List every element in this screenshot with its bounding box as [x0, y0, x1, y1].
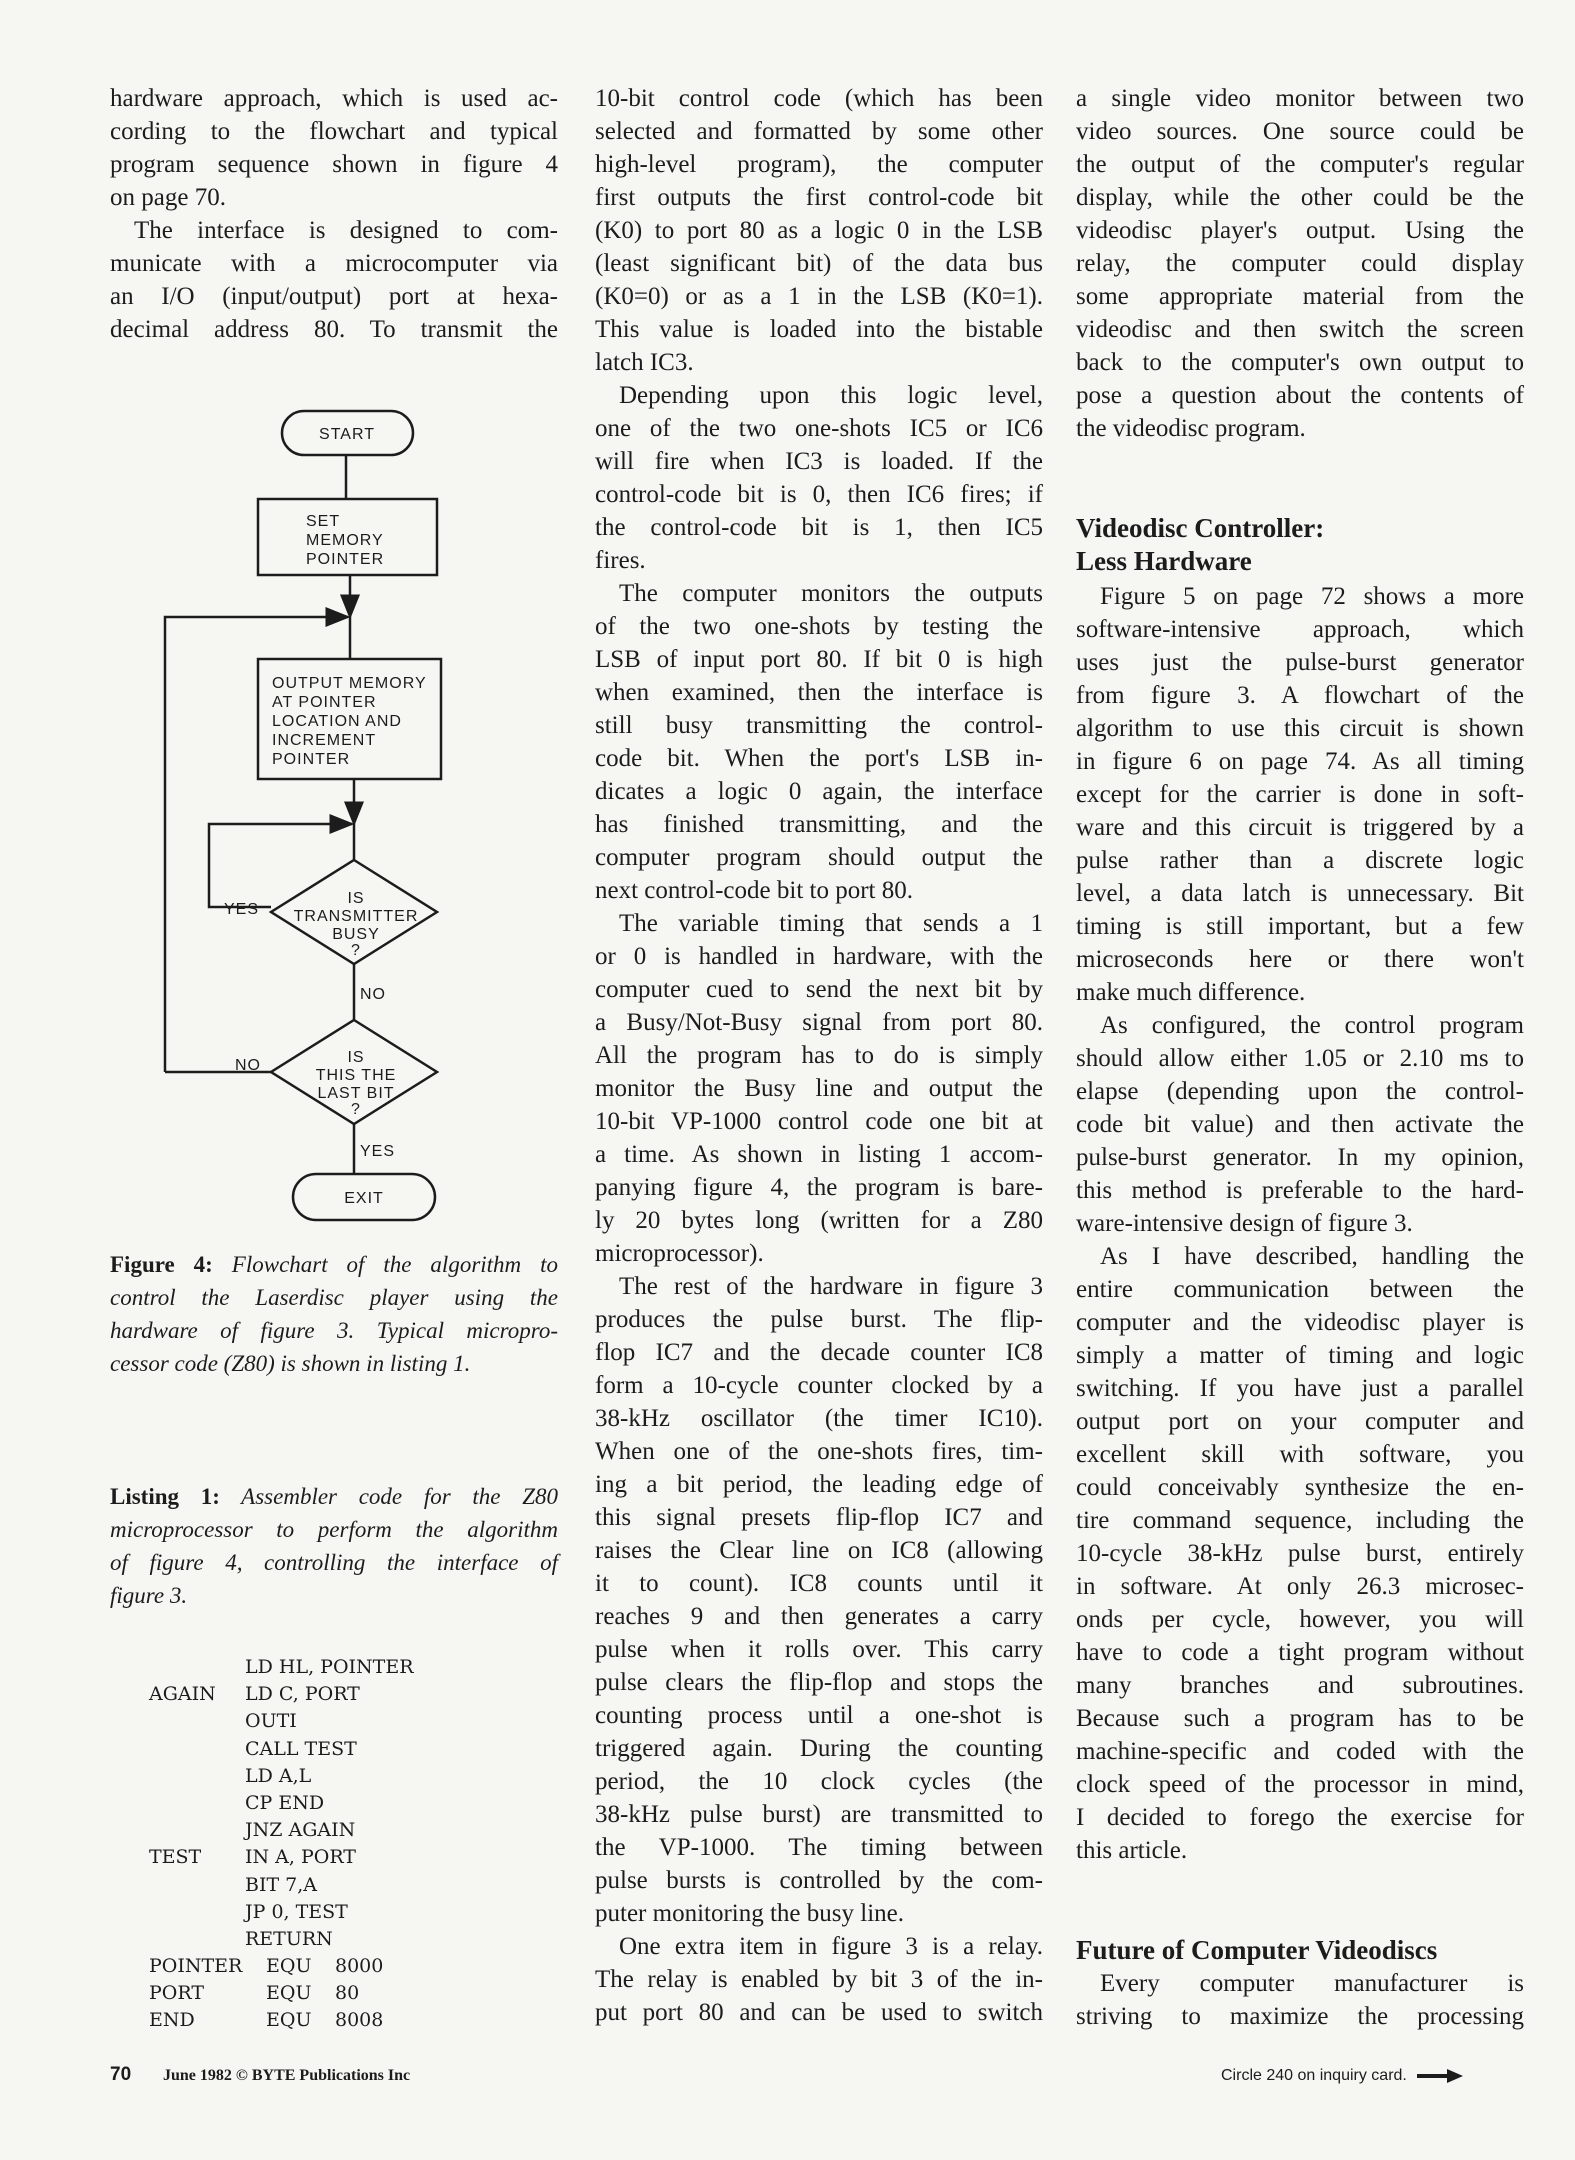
caption-line: hardware of figure 3. Typical micropro- — [110, 1318, 558, 1343]
code-equ: EQU — [266, 1982, 312, 2005]
text-line: has finished transmitting, and the — [595, 811, 1043, 838]
text-line: except for the carrier is done in soft- — [1076, 781, 1524, 808]
text-line: still busy transmitting the control- — [595, 712, 1043, 739]
code-op: JP 0, TEST — [245, 1900, 348, 1923]
column-2-text — [595, 82, 1043, 2029]
text-line: (least significant bit) of the data bus — [595, 250, 1043, 277]
text-line: the control-code bit is 1, then IC5 — [595, 514, 1043, 541]
text-line: pulse rather than a discrete logic — [1076, 847, 1524, 874]
column-3-future-text — [1076, 1967, 1524, 2033]
flow-text: SET — [306, 513, 341, 530]
text-line: microprocessor). — [595, 1240, 764, 1267]
arrow-right-icon — [1417, 2069, 1463, 2083]
flow-text: MEMORY — [306, 532, 384, 549]
page-number: 70 — [110, 2064, 132, 2085]
code-op: BIT 7,A — [245, 1873, 318, 1896]
text-line: fires. — [595, 547, 646, 574]
text-line: on page 70. — [110, 184, 226, 211]
text-line: many branches and subroutines. — [1076, 1672, 1524, 1699]
code-val: 8008 — [335, 2009, 384, 2032]
text-line: videodisc player's output. Using the — [1076, 217, 1524, 244]
code-val: 80 — [335, 1982, 360, 2005]
flow-text: INCREMENT — [272, 732, 377, 749]
code-label: POINTER — [149, 1955, 243, 1978]
text-line: an I/O (input/output) port at hexa- — [110, 283, 558, 310]
flow-text: IS — [347, 1049, 365, 1066]
section-heading: Videodisc Controller: — [1076, 513, 1325, 543]
text-line: relay, the computer could display — [1076, 250, 1524, 277]
text-line: The variable timing that sends a 1 — [619, 910, 1043, 937]
text-line: This value is loaded into the bistable — [595, 316, 1043, 343]
text-line: pulse when it rolls over. This carry — [595, 1636, 1043, 1663]
text-line: The computer monitors the outputs — [619, 580, 1043, 607]
text-line: reaches 9 and then generates a carry — [595, 1603, 1043, 1630]
text-line: The relay is enabled by bit 3 of the in- — [595, 1966, 1043, 1993]
inquiry-note — [1221, 2067, 1463, 2085]
text-line: panying figure 4, the program is bare- — [595, 1174, 1043, 1201]
text-line: control-code bit is 0, then IC6 fires; if — [595, 481, 1043, 508]
flow-text: AT POINTER — [272, 694, 377, 711]
text-line: have to code a tight program without — [1076, 1639, 1524, 1666]
caption-text: Assembler code for the Z80 — [219, 1484, 558, 1509]
column-3-body-text — [1076, 580, 1524, 1867]
text-line: this method is preferable to the hard- — [1076, 1177, 1524, 1204]
text-line: municate with a microcomputer via — [110, 250, 558, 277]
code-equ: EQU — [266, 2009, 312, 2032]
text-line: from figure 3. A flowchart of the — [1076, 682, 1524, 709]
column-3-intro-text — [1076, 82, 1524, 445]
text-line: cording to the flowchart and typical — [110, 118, 558, 145]
text-line: in figure 6 on page 74. As all timing — [1076, 748, 1524, 775]
figure-4-flowchart — [0, 0, 600, 1240]
text-line: When one of the one-shots fires, tim- — [595, 1438, 1043, 1465]
code-val: 8000 — [335, 1955, 384, 1978]
caption-line — [110, 1480, 558, 1513]
text-line: monitor the Busy line and output the — [595, 1075, 1043, 1102]
text-line: the videodisc program. — [1076, 415, 1306, 442]
text-line: produces the pulse burst. The flip- — [595, 1306, 1043, 1333]
text-line: striving to maximize the processing — [1076, 2003, 1524, 2030]
text-line: switching. If you have just a parallel — [1076, 1375, 1524, 1402]
text-line: code bit value) and then activate the — [1076, 1111, 1524, 1138]
text-line: one of the two one-shots IC5 or IC6 — [595, 415, 1043, 442]
text-line: program sequence shown in figure 4 — [110, 151, 558, 178]
text-line: puter monitoring the busy line. — [595, 1900, 904, 1927]
flow-text: THIS THE — [315, 1067, 397, 1084]
text-line: of the two one-shots by testing the — [595, 613, 1043, 640]
code-op: CALL TEST — [245, 1737, 357, 1760]
text-line: display, while the other could be the — [1076, 184, 1524, 211]
text-line: dicates a logic 0 again, the interface — [595, 778, 1043, 805]
caption-line — [110, 1248, 558, 1281]
figure-4-caption — [110, 1248, 558, 1380]
flow-text: OUTPUT MEMORY — [272, 675, 427, 692]
text-line: As I have described, handling the — [1100, 1243, 1524, 1270]
text-line: The rest of the hardware in figure 3 — [619, 1273, 1043, 1300]
code-op: IN A, PORT — [245, 1846, 356, 1869]
text-line: 10-bit control code (which has been — [595, 85, 1043, 112]
no-label: NO — [360, 986, 386, 1003]
caption-line: microprocessor to perform the algorithm — [110, 1517, 558, 1542]
text-line: elapse (depending upon the control- — [1076, 1078, 1524, 1105]
text-line: computer cued to send the next bit by — [595, 976, 1043, 1003]
text-line: 10-cycle 38-kHz pulse burst, entirely — [1076, 1540, 1524, 1567]
text-line: clock speed of the processor in mind, — [1076, 1771, 1524, 1798]
text-line: when examined, then the interface is — [595, 679, 1043, 706]
text-line: level, a data latch is unnecessary. Bit — [1076, 880, 1524, 907]
text-line: entire communication between the — [1076, 1276, 1524, 1303]
text-line: I decided to forego the exercise for — [1076, 1804, 1524, 1831]
text-line: back to the computer's own output to — [1076, 349, 1524, 376]
text-line: hardware approach, which is used ac- — [110, 85, 558, 112]
text-line: ing a bit period, the leading edge of — [595, 1471, 1043, 1498]
yes-label: YES — [224, 901, 260, 918]
text-line: high-level program), the computer — [595, 151, 1043, 178]
text-line: excellent skill with software, you — [1076, 1441, 1524, 1468]
text-line: could conceivably synthesize the en- — [1076, 1474, 1524, 1501]
flow-text: ? — [351, 942, 361, 959]
text-line: it to count). IC8 counts until it — [595, 1570, 1043, 1597]
text-line: will fire when IC3 is loaded. If the — [595, 448, 1043, 475]
text-line: Every computer manufacturer is — [1100, 1970, 1524, 1997]
text-line: simply a matter of timing and logic — [1076, 1342, 1524, 1369]
text-line: next control-code bit to port 80. — [595, 877, 913, 904]
start-label: START — [319, 426, 375, 443]
text-line: video sources. One source could be — [1076, 118, 1524, 145]
code-op: CP END — [245, 1791, 325, 1814]
listing-1-caption — [110, 1480, 558, 1612]
text-line: 10-bit VP-1000 control code one bit at — [595, 1108, 1043, 1135]
text-line: a single video monitor between two — [1076, 85, 1524, 112]
text-line: As configured, the control program — [1100, 1012, 1524, 1039]
text-line: should allow either 1.05 or 2.10 ms to — [1076, 1045, 1524, 1072]
text-line: form a 10-cycle counter clocked by a — [595, 1372, 1043, 1399]
text-line: raises the Clear line on IC8 (allowing — [595, 1537, 1043, 1564]
text-line: 38-kHz pulse burst) are transmitted to — [595, 1801, 1043, 1828]
text-line: the output of the computer's regular — [1076, 151, 1524, 178]
section-heading-future: Future of Computer Videodiscs — [1076, 1935, 1438, 1965]
caption-text: Flowchart of the algorithm to — [212, 1252, 558, 1277]
text-line: pulse bursts is controlled by the com- — [595, 1867, 1043, 1894]
text-line: timing is still important, but a few — [1076, 913, 1524, 940]
code-label: END — [149, 2009, 195, 2032]
text-line: code bit. When the port's LSB in- — [595, 745, 1043, 772]
caption-label: Figure 4: — [110, 1252, 213, 1277]
code-op: OUTI — [245, 1710, 297, 1733]
text-line: a time. As shown in listing 1 accom- — [595, 1141, 1043, 1168]
section-heading-subtitle: Less Hardware — [1076, 546, 1252, 576]
text-line: in software. At only 26.3 microsec- — [1076, 1573, 1524, 1600]
code-op: LD HL, POINTER — [245, 1656, 414, 1678]
caption-line: figure 3. — [110, 1583, 188, 1608]
text-line: pulse clears the flip-flop and stops the — [595, 1669, 1043, 1696]
flow-text: BUSY — [332, 926, 380, 943]
text-line: make much difference. — [1076, 979, 1306, 1006]
text-line: The interface is designed to com- — [134, 217, 558, 244]
text-line: microseconds here or there won't — [1076, 946, 1524, 973]
text-line: selected and formatted by some other — [595, 118, 1043, 145]
text-line: Depending upon this logic level, — [619, 382, 1043, 409]
text-line: the VP-1000. The timing between — [595, 1834, 1043, 1861]
text-line: One extra item in figure 3 is a relay. — [619, 1933, 1043, 1960]
text-line: onds per cycle, however, you will — [1076, 1606, 1524, 1633]
text-line: uses just the pulse-burst generator — [1076, 649, 1524, 676]
text-line: (K0=0) or as a 1 in the LSB (K0=1). — [595, 283, 1043, 310]
text-line: Because such a program has to be — [1076, 1705, 1524, 1732]
text-line: computer program should output the — [595, 844, 1043, 871]
text-line: Figure 5 on page 72 shows a more — [1100, 583, 1524, 610]
text-line: tire command sequence, including the — [1076, 1507, 1524, 1534]
text-line: pose a question about the contents of — [1076, 382, 1524, 409]
text-line: 38-kHz oscillator (the timer IC10). — [595, 1405, 1043, 1432]
text-line: a Busy/Not-Busy signal from port 80. — [595, 1009, 1043, 1036]
text-line: (K0) to port 80 as a logic 0 in the LSB — [595, 217, 1043, 244]
caption-label: Listing 1: — [110, 1484, 220, 1509]
text-line: this signal presets flip-flop IC7 and — [595, 1504, 1043, 1531]
text-line: period, the 10 clock cycles (the — [595, 1768, 1043, 1795]
text-line: videodisc and then switch the screen — [1076, 316, 1524, 343]
code-op: LD A,L — [245, 1764, 312, 1787]
yes-label: YES — [360, 1143, 396, 1160]
flow-text: POINTER — [306, 551, 385, 568]
text-line: this article. — [1076, 1837, 1188, 1864]
code-op: RETURN — [245, 1927, 333, 1950]
text-line: flop IC7 and the decade counter IC8 — [595, 1339, 1043, 1366]
text-line: machine-specific and coded with the — [1076, 1738, 1524, 1765]
code-equ: EQU — [266, 1955, 312, 1978]
flow-text: TRANSMITTER — [293, 908, 419, 925]
text-line: All the program has to do is simply — [595, 1042, 1043, 1069]
text-line: latch IC3. — [595, 349, 694, 376]
code-op: LD C, PORT — [245, 1683, 360, 1706]
caption-line: cessor code (Z80) is shown in listing 1. — [110, 1351, 471, 1376]
code-op: JNZ AGAIN — [245, 1819, 356, 1842]
text-line: decimal address 80. To transmit the — [110, 316, 558, 343]
inquiry-text: Circle 240 on inquiry card. — [1221, 2067, 1407, 2084]
text-line: first outputs the first control-code bit — [595, 184, 1043, 211]
text-line: ly 20 bytes long (written for a Z80 — [595, 1207, 1043, 1234]
code-label: AGAIN — [149, 1683, 216, 1706]
text-line: ware-intensive design of figure 3. — [1076, 1210, 1413, 1237]
text-line: computer and the videodisc player is — [1076, 1309, 1524, 1336]
code-label: TEST — [149, 1846, 202, 1869]
flow-text: LAST BIT — [317, 1085, 395, 1102]
flow-text: IS — [347, 890, 365, 907]
text-line: triggered again. During the counting — [595, 1735, 1043, 1762]
publication-line: June 1982 © BYTE Publications Inc — [163, 2067, 411, 2084]
no-label: NO — [235, 1057, 261, 1074]
exit-label: EXIT — [344, 1190, 384, 1207]
flow-text: POINTER — [272, 751, 351, 768]
code-label: PORT — [149, 1982, 205, 2005]
text-line: pulse-burst generator. In my opinion, — [1076, 1144, 1524, 1171]
text-line: some appropriate material from the — [1076, 283, 1524, 310]
flow-text: LOCATION AND — [272, 713, 402, 730]
text-line: software-intensive approach, which — [1076, 616, 1524, 643]
text-line: output port on your computer and — [1076, 1408, 1524, 1435]
text-line: counting process until a one-shot is — [595, 1702, 1043, 1729]
caption-line: control the Laserdisc player using the — [110, 1285, 558, 1310]
flow-text: ? — [351, 1101, 361, 1118]
text-line: algorithm to use this circuit is shown — [1076, 715, 1524, 742]
text-line: ware and this circuit is triggered by a — [1076, 814, 1524, 841]
text-line: or 0 is handled in hardware, with the — [595, 943, 1043, 970]
text-line: put port 80 and can be used to switch — [595, 1999, 1043, 2026]
text-line: LSB of input port 80. If bit 0 is high — [595, 646, 1043, 673]
caption-line: of figure 4, controlling the interface of — [110, 1550, 558, 1575]
